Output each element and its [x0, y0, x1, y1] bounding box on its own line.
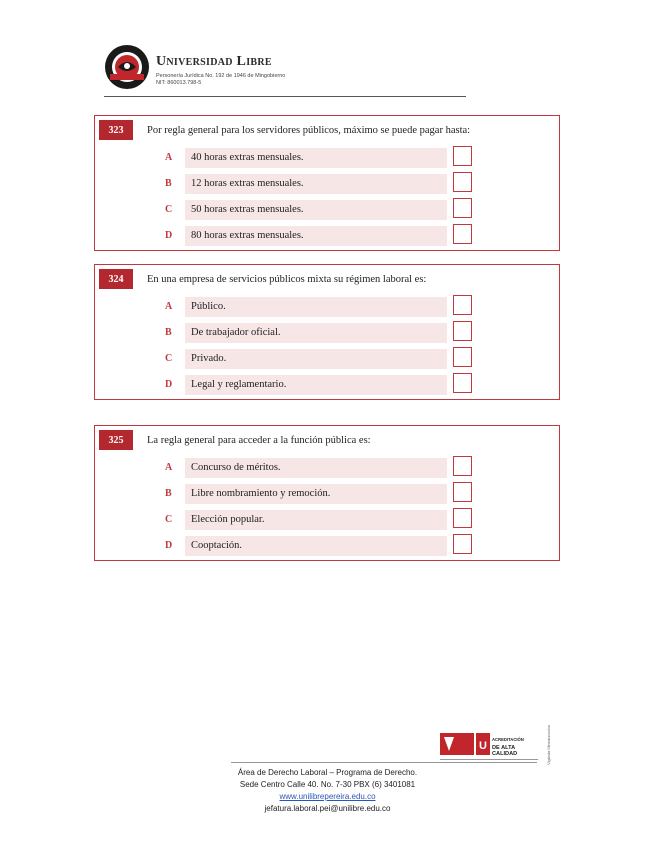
- answer-checkbox[interactable]: [453, 456, 472, 476]
- option-letter: C: [165, 514, 173, 525]
- option-letter: B: [165, 488, 172, 499]
- footer-website-row: [0, 792, 655, 801]
- option-letter: D: [165, 379, 173, 390]
- option-text: Legal y reglamentario.: [191, 379, 287, 390]
- answer-checkbox[interactable]: [453, 321, 472, 341]
- answer-checkbox[interactable]: [453, 347, 472, 367]
- answer-checkbox[interactable]: [453, 534, 472, 554]
- option-d: [159, 375, 547, 395]
- option-text: Público.: [191, 301, 226, 312]
- option-letter: B: [165, 178, 172, 189]
- option-a: [159, 148, 547, 168]
- question-number: 323: [99, 120, 133, 140]
- option-b: [159, 174, 547, 194]
- website-link[interactable]: www.unilibrepereira.edu.co: [279, 792, 376, 801]
- option-text: Privado.: [191, 353, 227, 364]
- answer-checkbox[interactable]: [453, 373, 472, 393]
- option-letter: C: [165, 353, 173, 364]
- option-text: De trabajador oficial.: [191, 327, 281, 338]
- answer-checkbox[interactable]: [453, 146, 472, 166]
- svg-text:ACREDITACIÓN: ACREDITACIÓN: [492, 737, 524, 742]
- option-c: [159, 349, 547, 369]
- answer-checkbox[interactable]: [453, 198, 472, 218]
- legal-status-line: Personería Jurídica No. 192 de 1946 de Mingobierno: [156, 73, 286, 79]
- footer-email: jefatura.laboral.pei@unilibre.edu.co: [264, 804, 391, 813]
- option-d: [159, 226, 547, 246]
- option-b: [159, 484, 547, 504]
- option-letter: A: [165, 301, 173, 312]
- option-text: Libre nombramiento y remoción.: [191, 488, 331, 499]
- question-block-323: [94, 115, 560, 251]
- university-name: Universidad Libre: [156, 54, 272, 69]
- option-letter: D: [165, 230, 173, 241]
- question-block-325: [94, 425, 560, 561]
- option-letter: A: [165, 152, 173, 163]
- option-letter: C: [165, 204, 173, 215]
- svg-text:U: U: [479, 740, 487, 752]
- ministry-oversight-note: Vigilada Mineducación: [546, 725, 551, 765]
- question-text: Por regla general para los servidores públicos, máximo se puede pagar hasta:: [147, 125, 471, 136]
- accreditation-logo: [440, 729, 540, 765]
- question-text: La regla general para acceder a la función pública es:: [147, 435, 371, 446]
- question-block-324: [94, 264, 560, 400]
- option-text: 50 horas extras mensuales.: [191, 204, 304, 215]
- option-text: 40 horas extras mensuales.: [191, 152, 304, 163]
- answer-checkbox[interactable]: [453, 172, 472, 192]
- option-c: [159, 200, 547, 220]
- footer-department: Área de Derecho Laboral – Programa de Derecho.: [237, 768, 418, 777]
- svg-text:DE ALTA: DE ALTA: [492, 745, 516, 751]
- option-text: Concurso de méritos.: [191, 462, 281, 473]
- footer-divider: [231, 762, 537, 763]
- option-letter: D: [165, 540, 173, 551]
- option-c: [159, 510, 547, 530]
- answer-checkbox[interactable]: [453, 224, 472, 244]
- answer-checkbox[interactable]: [453, 295, 472, 315]
- option-d: [159, 536, 547, 556]
- option-text: 80 horas extras mensuales.: [191, 230, 304, 241]
- question-number: 324: [99, 269, 133, 289]
- question-number: 325: [99, 430, 133, 450]
- nit-line: NIT: 860013.798-5: [156, 80, 202, 86]
- university-seal-logo: [104, 44, 150, 90]
- option-letter: A: [165, 462, 173, 473]
- answer-checkbox[interactable]: [453, 482, 472, 502]
- option-letter: B: [165, 327, 172, 338]
- option-a: [159, 458, 547, 478]
- question-text: En una empresa de servicios públicos mixta su régimen laboral es:: [147, 274, 427, 285]
- option-text: 12 horas extras mensuales.: [191, 178, 304, 189]
- option-a: [159, 297, 547, 317]
- option-b: [159, 323, 547, 343]
- document-header: [104, 44, 466, 99]
- header-divider: [104, 96, 466, 97]
- option-text: Cooptación.: [191, 540, 243, 551]
- option-text: Elección popular.: [191, 514, 265, 525]
- footer-address: Sede Centro Calle 40. No. 7-30 PBX (6) 3401081: [239, 780, 416, 789]
- svg-text:CALIDAD: CALIDAD: [492, 751, 518, 757]
- answer-checkbox[interactable]: [453, 508, 472, 528]
